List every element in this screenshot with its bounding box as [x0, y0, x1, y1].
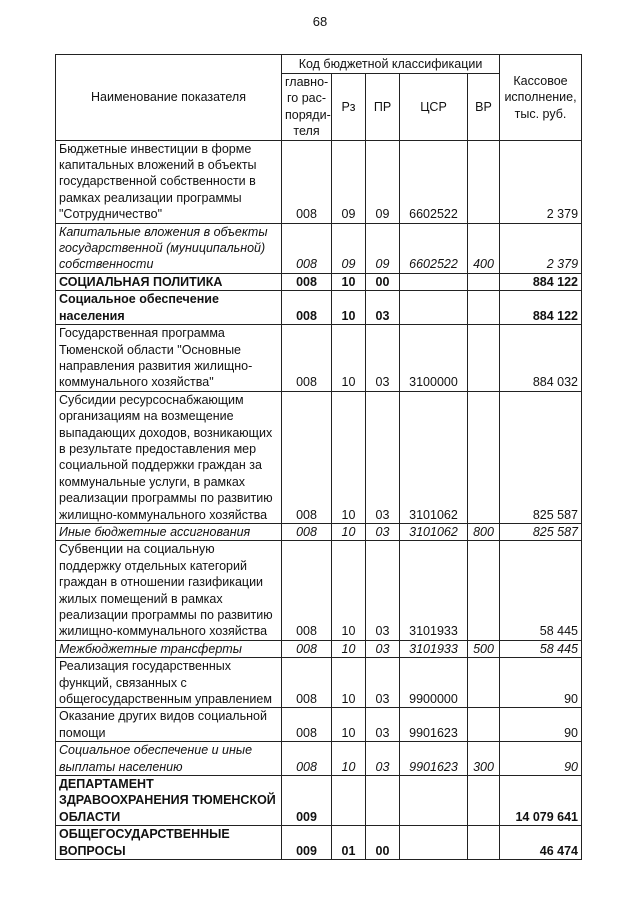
row-subsection-code: 03 — [366, 742, 400, 776]
row-expense-type-code — [468, 658, 500, 708]
row-subsection-code: 09 — [366, 140, 400, 223]
row-subsection-code: 03 — [366, 708, 400, 742]
row-target-item-code — [400, 291, 468, 325]
table-row — [56, 742, 582, 776]
table-row — [56, 776, 582, 826]
row-expense-type-code: 400 — [468, 223, 500, 273]
table-row — [56, 273, 582, 290]
row-name: Государственная программа Тюменской области "Основные направления развития жилищно-коммунального хозяйства" — [56, 325, 282, 392]
row-target-item-code: 3101933 — [400, 541, 468, 640]
row-amount: 825 587 — [500, 391, 582, 523]
row-expense-type-code — [468, 708, 500, 742]
row-section-code: 10 — [332, 658, 366, 708]
header-expense-type: ВР — [468, 74, 500, 141]
row-name: Капитальные вложения в объекты государственной (муниципальной) собственности — [56, 223, 282, 273]
row-name: СОЦИАЛЬНАЯ ПОЛИТИКА — [56, 273, 282, 290]
row-subsection-code: 03 — [366, 640, 400, 657]
table-row — [56, 325, 582, 392]
row-section-code: 10 — [332, 541, 366, 640]
row-name: Иные бюджетные ассигнования — [56, 523, 282, 540]
row-expense-type-code: 300 — [468, 742, 500, 776]
row-expense-type-code — [468, 776, 500, 826]
row-section-code — [332, 776, 366, 826]
row-expense-type-code — [468, 826, 500, 860]
header-subsection: ПР — [366, 74, 400, 141]
row-amount: 90 — [500, 658, 582, 708]
row-expense-type-code: 500 — [468, 640, 500, 657]
row-amount: 90 — [500, 742, 582, 776]
row-amount: 2 379 — [500, 140, 582, 223]
row-amount: 884 122 — [500, 273, 582, 290]
row-expense-type-code — [468, 291, 500, 325]
row-amount: 884 032 — [500, 325, 582, 392]
row-chief-manager-code: 008 — [282, 273, 332, 290]
row-chief-manager-code: 009 — [282, 776, 332, 826]
row-target-item-code — [400, 826, 468, 860]
row-subsection-code: 03 — [366, 325, 400, 392]
row-name: Социальное обеспечение населения — [56, 291, 282, 325]
row-section-code: 10 — [332, 640, 366, 657]
row-amount: 90 — [500, 708, 582, 742]
row-target-item-code: 6602522 — [400, 140, 468, 223]
table-row — [56, 708, 582, 742]
row-chief-manager-code: 008 — [282, 708, 332, 742]
row-subsection-code: 00 — [366, 826, 400, 860]
row-chief-manager-code: 008 — [282, 223, 332, 273]
table-row — [56, 391, 582, 523]
row-section-code: 10 — [332, 708, 366, 742]
row-subsection-code: 09 — [366, 223, 400, 273]
row-section-code: 10 — [332, 291, 366, 325]
row-subsection-code: 03 — [366, 541, 400, 640]
row-target-item-code: 6602522 — [400, 223, 468, 273]
row-subsection-code — [366, 776, 400, 826]
row-section-code: 10 — [332, 325, 366, 392]
table-row — [56, 523, 582, 540]
row-section-code: 10 — [332, 391, 366, 523]
row-amount: 46 474 — [500, 826, 582, 860]
row-name: ДЕПАРТАМЕНТ ЗДРАВООХРАНЕНИЯ ТЮМЕНСКОЙ ОБЛАСТИ — [56, 776, 282, 826]
budget-table — [55, 54, 582, 860]
page-number: 68 — [312, 14, 328, 29]
header-budget-code-group: Код бюджетной классификации — [282, 55, 500, 74]
row-expense-type-code — [468, 541, 500, 640]
row-target-item-code: 3101062 — [400, 523, 468, 540]
row-section-code: 10 — [332, 742, 366, 776]
row-name: Социальное обеспечение и иные выплаты населению — [56, 742, 282, 776]
row-target-item-code: 9901623 — [400, 708, 468, 742]
table-row — [56, 223, 582, 273]
row-section-code: 09 — [332, 223, 366, 273]
row-expense-type-code: 800 — [468, 523, 500, 540]
row-target-item-code: 3101933 — [400, 640, 468, 657]
row-subsection-code: 00 — [366, 273, 400, 290]
row-section-code: 10 — [332, 273, 366, 290]
row-chief-manager-code: 009 — [282, 826, 332, 860]
row-subsection-code: 03 — [366, 291, 400, 325]
row-expense-type-code — [468, 391, 500, 523]
table-row — [56, 826, 582, 860]
row-chief-manager-code: 008 — [282, 291, 332, 325]
row-chief-manager-code: 008 — [282, 325, 332, 392]
row-chief-manager-code: 008 — [282, 640, 332, 657]
table-row — [56, 658, 582, 708]
row-amount: 884 122 — [500, 291, 582, 325]
row-amount: 58 445 — [500, 640, 582, 657]
row-chief-manager-code: 008 — [282, 391, 332, 523]
row-name: Субвенции на социальную поддержку отдельных категорий граждан в отношении газификации жилых помещений в рамках реализации программы по развитию жилищно-коммунального хозяйства — [56, 541, 282, 640]
row-target-item-code: 3101062 — [400, 391, 468, 523]
row-target-item-code: 3100000 — [400, 325, 468, 392]
row-amount: 58 445 — [500, 541, 582, 640]
row-name: Бюджетные инвестиции в форме капитальных вложений в объекты государственной собственности в рамках реализации программы "Сотрудничество" — [56, 140, 282, 223]
row-target-item-code: 9901623 — [400, 742, 468, 776]
row-chief-manager-code: 008 — [282, 541, 332, 640]
row-target-item-code: 9900000 — [400, 658, 468, 708]
row-name: Оказание других видов социальной помощи — [56, 708, 282, 742]
table-row — [56, 140, 582, 223]
table-row — [56, 541, 582, 640]
row-chief-manager-code: 008 — [282, 658, 332, 708]
row-amount: 825 587 — [500, 523, 582, 540]
row-amount: 14 079 641 — [500, 776, 582, 826]
row-chief-manager-code: 008 — [282, 523, 332, 540]
row-name: Субсидии ресурсоснабжающим организациям на возмещение выпадающих доходов, возникающих в результате предоставления мер социальной поддержки граждан за коммунальные услуги, в рамках реализации программы по развитию жилищно-коммунального хозяйства — [56, 391, 282, 523]
row-expense-type-code — [468, 273, 500, 290]
row-expense-type-code — [468, 325, 500, 392]
header-section: Рз — [332, 74, 366, 141]
row-section-code: 01 — [332, 826, 366, 860]
row-target-item-code — [400, 776, 468, 826]
row-subsection-code: 03 — [366, 391, 400, 523]
row-target-item-code — [400, 273, 468, 290]
row-section-code: 10 — [332, 523, 366, 540]
table-row — [56, 291, 582, 325]
header-cash-execution: Кассовое исполнение, тыс. руб. — [500, 55, 582, 141]
row-name: Реализация государственных функций, связанных с общегосударственным управлением — [56, 658, 282, 708]
table-row — [56, 640, 582, 657]
header-chief-manager: главно-го рас-поряди-теля — [282, 74, 332, 141]
header-target-item: ЦСР — [400, 74, 468, 141]
row-subsection-code: 03 — [366, 523, 400, 540]
row-name: ОБЩЕГОСУДАРСТВЕННЫЕ ВОПРОСЫ — [56, 826, 282, 860]
row-amount: 2 379 — [500, 223, 582, 273]
row-chief-manager-code: 008 — [282, 742, 332, 776]
header-name: Наименование показателя — [56, 55, 282, 141]
row-name: Межбюджетные трансферты — [56, 640, 282, 657]
row-section-code: 09 — [332, 140, 366, 223]
row-subsection-code: 03 — [366, 658, 400, 708]
row-chief-manager-code: 008 — [282, 140, 332, 223]
row-expense-type-code — [468, 140, 500, 223]
